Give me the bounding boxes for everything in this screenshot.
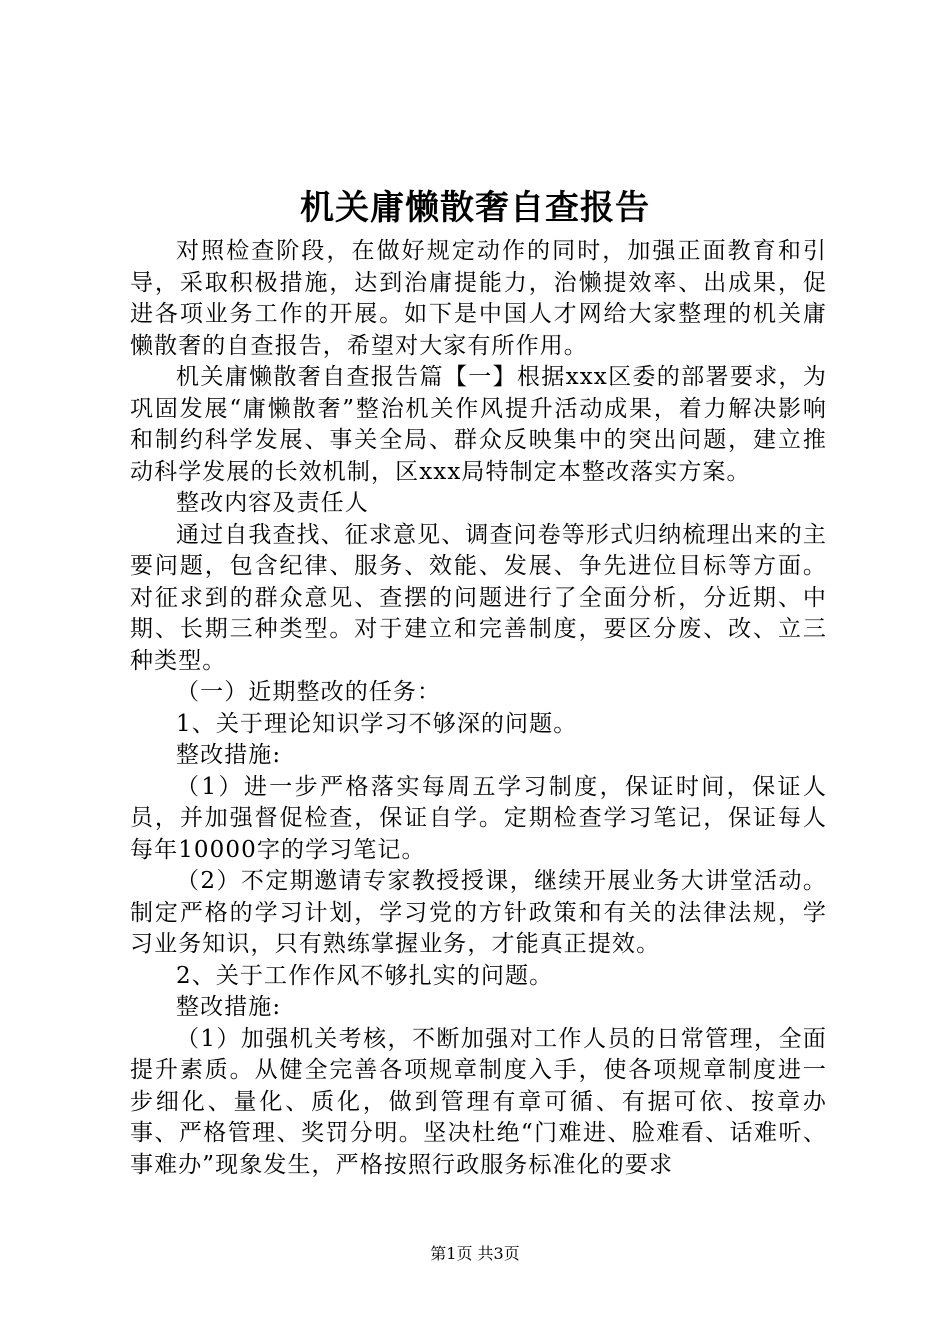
paragraph: （2）不定期邀请专家教授授课，继续开展业务大讲堂活动。制定严格的学习计划，学习党的方针政策和有关的法律法规，学习业务知识，只有熟练掌握业务，才能真正提效。 (130, 868, 827, 957)
paragraph: 整改措施: (176, 994, 282, 1020)
paragraph: 机关庸懒散奢自查报告篇【一】根据xxx区委的部署要求，为巩固发展“庸懒散奢”整治机关作风提升活动成果，着力解决影响和制约科学发展、事关全局、群众反映集中的突出问题，建立推动科学发展的长效机制，区xxx局特制定本整改落实方案。 (130, 364, 827, 485)
paragraph: 2、关于工作作风不够扎实的问题。 (176, 962, 554, 989)
document-body (130, 236, 827, 1181)
paragraph: 通过自我查找、征求意见、调查问卷等形式归纳梳理出来的主要问题，包含纪律、服务、效能、发展、争先进位目标等方面。对征求到的群众意见、查摆的问题进行了全面分析，分近期、中期、长期三种类型。对于建立和完善制度，要区分废、改、立三种类型。 (130, 521, 827, 674)
document-title: 机关庸懒散奢自查报告 (300, 188, 650, 228)
paragraph: （1）进一步严格落实每周五学习制度，保证时间，保证人员，并加强督促检查，保证自学。定期检查学习笔记，保证每人每年10000字的学习笔记。 (130, 773, 827, 863)
paragraph: 整改内容及责任人 (176, 490, 369, 516)
page-footer: 第1页 共3页 (430, 1244, 520, 1263)
paragraph: （1）加强机关考核，不断加强对工作人员的日常管理，全面提升素质。从健全完善各项规章制度入手，使各项规章制度进一步细化、量化、质化，做到管理有章可循、有据可依、按章办事、严格管理、奖罚分明。坚决杜绝“门难进、脸难看、话难听、事难办”现象发生，严格按照行政服务标准化的要求 (130, 1025, 827, 1178)
paragraph: 1、关于理论知识学习不够深的问题。 (176, 710, 578, 737)
paragraph: 对照检查阶段，在做好规定动作的同时，加强正面教育和引导，采取积极措施，达到治庸提能力，治懒提效率、出成果，促进各项业务工作的开展。如下是中国人才网给大家整理的机关庸懒散奢的自查报告，希望对大家有所作用。 (130, 238, 827, 359)
paragraph: 整改措施: (176, 742, 282, 768)
paragraph: （一）近期整改的任务： (176, 679, 442, 705)
